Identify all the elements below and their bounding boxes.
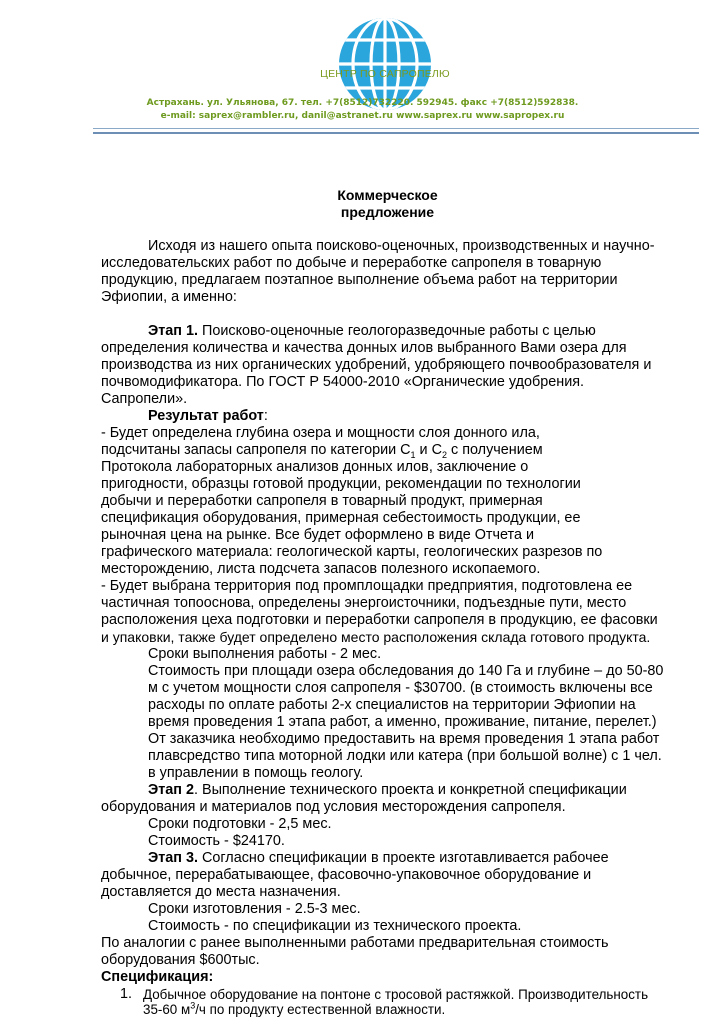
list-item-continuation bbox=[143, 1001, 445, 1018]
result-line: пригодности, образцы готовой продукции, рекомендации по технологии bbox=[101, 476, 581, 492]
result-line-part: подсчитаны запасы сапропеля по категории С bbox=[101, 442, 411, 458]
header-divider-thick bbox=[93, 132, 699, 134]
stage1-line: Сапропели». bbox=[101, 391, 188, 407]
result-line: графического материала: геологической карты, геологических разрезов по bbox=[101, 544, 603, 560]
result-line: расположения цеха подготовки и переработки сапропеля в продукцию, ее фасовки bbox=[101, 612, 658, 628]
stage2-heading bbox=[148, 782, 627, 799]
analogy-line: оборудования $600тыс. bbox=[101, 952, 260, 968]
result-line: месторождению, листа подсчета запасов полезного ископаемого. bbox=[101, 561, 541, 577]
stage1-term: плавсредство типа моторной лодки или катера (при большой волне) с 1 чел. bbox=[148, 748, 662, 764]
result-line bbox=[101, 442, 543, 459]
stage1-line: производства из них органических удобрений, удобряющего почвообразователя и bbox=[101, 357, 652, 373]
stage1-term: в управлении в помощь геологу. bbox=[148, 765, 364, 781]
result-line-part: и С bbox=[415, 442, 442, 458]
stage1-term: время проведения 1 этапа работ, а именно, проживание, питание, перелет.) bbox=[148, 714, 657, 730]
result-colon: : bbox=[263, 408, 268, 424]
list-item: Добычное оборудование на понтоне с тросовой растяжкой. Производительность bbox=[143, 987, 649, 1002]
stage3-label: Этап 3. bbox=[148, 850, 198, 866]
stage3-line: Стоимость - по спецификации из технического проекта. bbox=[148, 918, 522, 934]
subscript-1: 1 bbox=[410, 449, 416, 460]
result-line: частичная топооснова, определены энергоисточники, подъездные пути, место bbox=[101, 595, 627, 611]
result-line: и упаковки, также будет определено место расположения склада готового продукта. bbox=[101, 629, 651, 645]
stage3-line: доставляется до места назначения. bbox=[101, 884, 341, 900]
email-line: e-mail: saprex@rambler.ru, danil@astranet.ru www.saprex.ru www.sapropex.ru bbox=[160, 111, 565, 121]
stage1-line: определения количества и качества донных илов выбранного Вами озера для bbox=[101, 340, 627, 356]
stage1-label: Этап 1. bbox=[148, 323, 198, 339]
result-line-part: с получением bbox=[447, 442, 543, 458]
list-item-part: 35-60 м bbox=[143, 1002, 191, 1017]
stage3-line: Сроки изготовления - 2.5-3 мес. bbox=[148, 901, 361, 917]
analogy-line: По аналогии с ранее выполненными работами предварительная стоимость bbox=[101, 935, 609, 951]
address-line: Астрахань. ул. Ульянова, 67. тел. +7(8512)732220. 592945. факс +7(8512)592838. bbox=[146, 98, 579, 108]
stage1-term: Стоимость при площади озера обследования до 140 Га и глубине – до 50-80 bbox=[148, 663, 664, 679]
result-line: - Будет выбрана территория под промплощадки предприятия, подготовлена ее bbox=[101, 578, 633, 594]
stage2-line: Сроки подготовки - 2,5 мес. bbox=[148, 816, 332, 832]
intro-line: исследовательских работ по добыче и переработке сапропеля в товарную bbox=[101, 255, 602, 271]
result-heading bbox=[148, 408, 268, 425]
intro-line: Исходя из нашего опыта поисково-оценочных, производственных и научно- bbox=[148, 238, 655, 254]
document-title: Коммерческое bbox=[337, 187, 438, 203]
stage1-term: Сроки выполнения работы - 2 мес. bbox=[148, 646, 382, 662]
stage2-label: Этап 2 bbox=[148, 782, 194, 798]
stage2-line: Стоимость - $24170. bbox=[148, 833, 285, 849]
intro-line: Эфиопии, а именно: bbox=[101, 289, 237, 305]
stage1-term: расходы по оплате работы 2-х специалистов на территории Эфиопии на bbox=[148, 697, 636, 713]
subscript-2: 2 bbox=[442, 449, 448, 460]
header-divider bbox=[93, 128, 699, 129]
document-title-line2: предложение bbox=[340, 204, 435, 220]
list-item-number: 1. bbox=[120, 986, 133, 1002]
stage1-term: От заказчика необходимо предоставить на время проведения 1 этапа работ bbox=[148, 731, 660, 747]
result-line: спецификация оборудования, примерная себестоимость продукции, ее bbox=[101, 510, 581, 526]
org-name: ЦЕНТР ПО САПРОПЕЛЮ bbox=[320, 68, 450, 80]
result-line: рыночная цена на рынке. Все будет оформлено в виде Отчета и bbox=[101, 527, 534, 543]
result-line: - Будет определена глубина озера и мощности слоя донного ила, bbox=[101, 425, 540, 441]
stage1-term: м с учетом мощности слоя сапропеля - $30700. (в стоимость включены все bbox=[148, 680, 653, 696]
stage3-heading bbox=[148, 850, 609, 867]
stage3-line: добычное, перерабатывающее, фасовочно-упаковочное оборудование и bbox=[101, 867, 592, 883]
stage3-text: Согласно спецификации в проекте изготавливается рабочее bbox=[197, 850, 609, 866]
stage2-line: оборудования и материалов под условия месторождения сапропеля. bbox=[101, 799, 566, 815]
result-line: добычи и переработки сапропеля в товарный продукт, примерная bbox=[101, 493, 543, 509]
stage2-text: . Выполнение технического проекта и конкретной спецификации bbox=[193, 782, 627, 798]
result-label: Результат работ bbox=[148, 408, 264, 424]
spec-heading: Спецификация: bbox=[101, 969, 214, 985]
stage1-text: Поисково-оценочные геологоразведочные работы с целью bbox=[197, 323, 596, 339]
intro-line: продукцию, предлагаем поэтапное выполнение объема работ на территории bbox=[101, 272, 618, 288]
result-line: Протокола лабораторных анализов донных илов, заключение о bbox=[101, 459, 529, 475]
superscript-3: 3 bbox=[190, 1000, 196, 1011]
stage1-heading bbox=[148, 323, 596, 340]
stage1-line: почвомодификатора. По ГОСТ Р 54000-2010 «Органические удобрения. bbox=[101, 374, 585, 390]
list-item-part: /ч по продукту естественной влажности. bbox=[195, 1002, 446, 1017]
